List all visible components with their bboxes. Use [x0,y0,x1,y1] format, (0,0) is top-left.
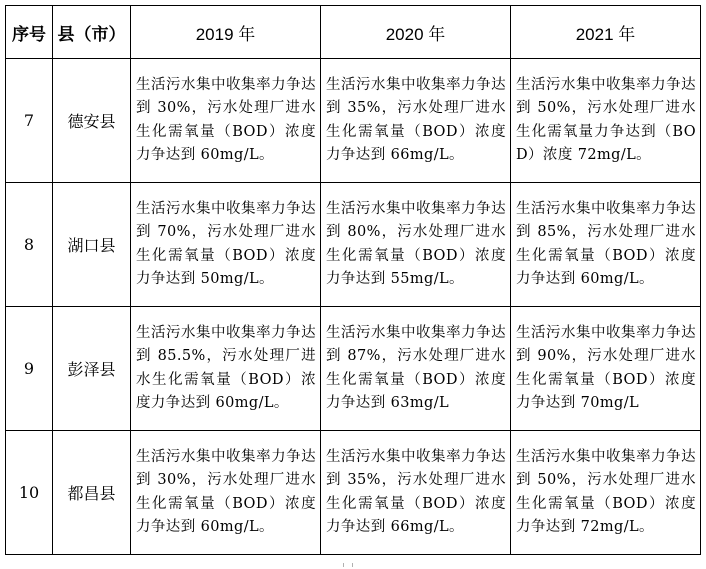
header-year-2021: 2021 年 [511,6,701,59]
target-2019: 生活污水集中收集率力争达到 70%，污水处理厂进水生化需氧量（BOD）浓度力争达到 50mg/L。 [131,183,321,307]
table-row [6,183,701,307]
target-2021: 生活污水集中收集率力争达到 90%，污水处理厂进水生化需氧量（BOD）浓度力争达到 70mg/L [511,307,701,431]
header-county: 县（市） [53,6,131,59]
target-2020: 生活污水集中收集率力争达到 87%，污水处理厂进水生化需氧量（BOD）浓度力争达到 63mg/L [321,307,511,431]
header-year-2019: 2019 年 [131,6,321,59]
row-county: 德安县 [53,59,131,183]
target-2021: 生活污水集中收集率力争达到 50%，污水处理厂进水生化需氧量力争达到（BOD）浓度 72mg/L。 [511,59,701,183]
target-2020: 生活污水集中收集率力争达到 80%，污水处理厂进水生化需氧量（BOD）浓度力争达到 55mg/L。 [321,183,511,307]
header-year-2020: 2020 年 [321,6,511,59]
target-2020: 生活污水集中收集率力争达到 35%，污水处理厂进水生化需氧量（BOD）浓度力争达到 66mg/L。 [321,431,511,555]
row-county: 湖口县 [53,183,131,307]
header-row [6,6,701,59]
header-index: 序号 [6,6,53,59]
row-county: 都昌县 [53,431,131,555]
target-2021: 生活污水集中收集率力争达到 85%，污水处理厂进水生化需氧量（BOD）浓度力争达到 60mg/L。 [511,183,701,307]
target-2019: 生活污水集中收集率力争达到 85.5%，污水处理厂进水生化需氧量（BOD）浓度力争达到 60mg/L。 [131,307,321,431]
target-2019: 生活污水集中收集率力争达到 30%，污水处理厂进水生化需氧量（BOD）浓度力争达到 60mg/L。 [131,59,321,183]
table-row [6,431,701,555]
table-row [6,59,701,183]
target-2019: 生活污水集中收集率力争达到 30%，污水处理厂进水生化需氧量（BOD）浓度力争达到 60mg/L。 [131,431,321,555]
row-index: 8 [6,183,53,307]
row-county: 彭泽县 [53,307,131,431]
row-index: 9 [6,307,53,431]
row-index: 10 [6,431,53,555]
page-edge-mark [343,563,353,567]
sewage-targets-table [5,5,701,555]
target-2021: 生活污水集中收集率力争达到 50%，污水处理厂进水生化需氧量（BOD）浓度力争达到 72mg/L。 [511,431,701,555]
table-row [6,307,701,431]
target-2020: 生活污水集中收集率力争达到 35%，污水处理厂进水生化需氧量（BOD）浓度力争达到 66mg/L。 [321,59,511,183]
row-index: 7 [6,59,53,183]
